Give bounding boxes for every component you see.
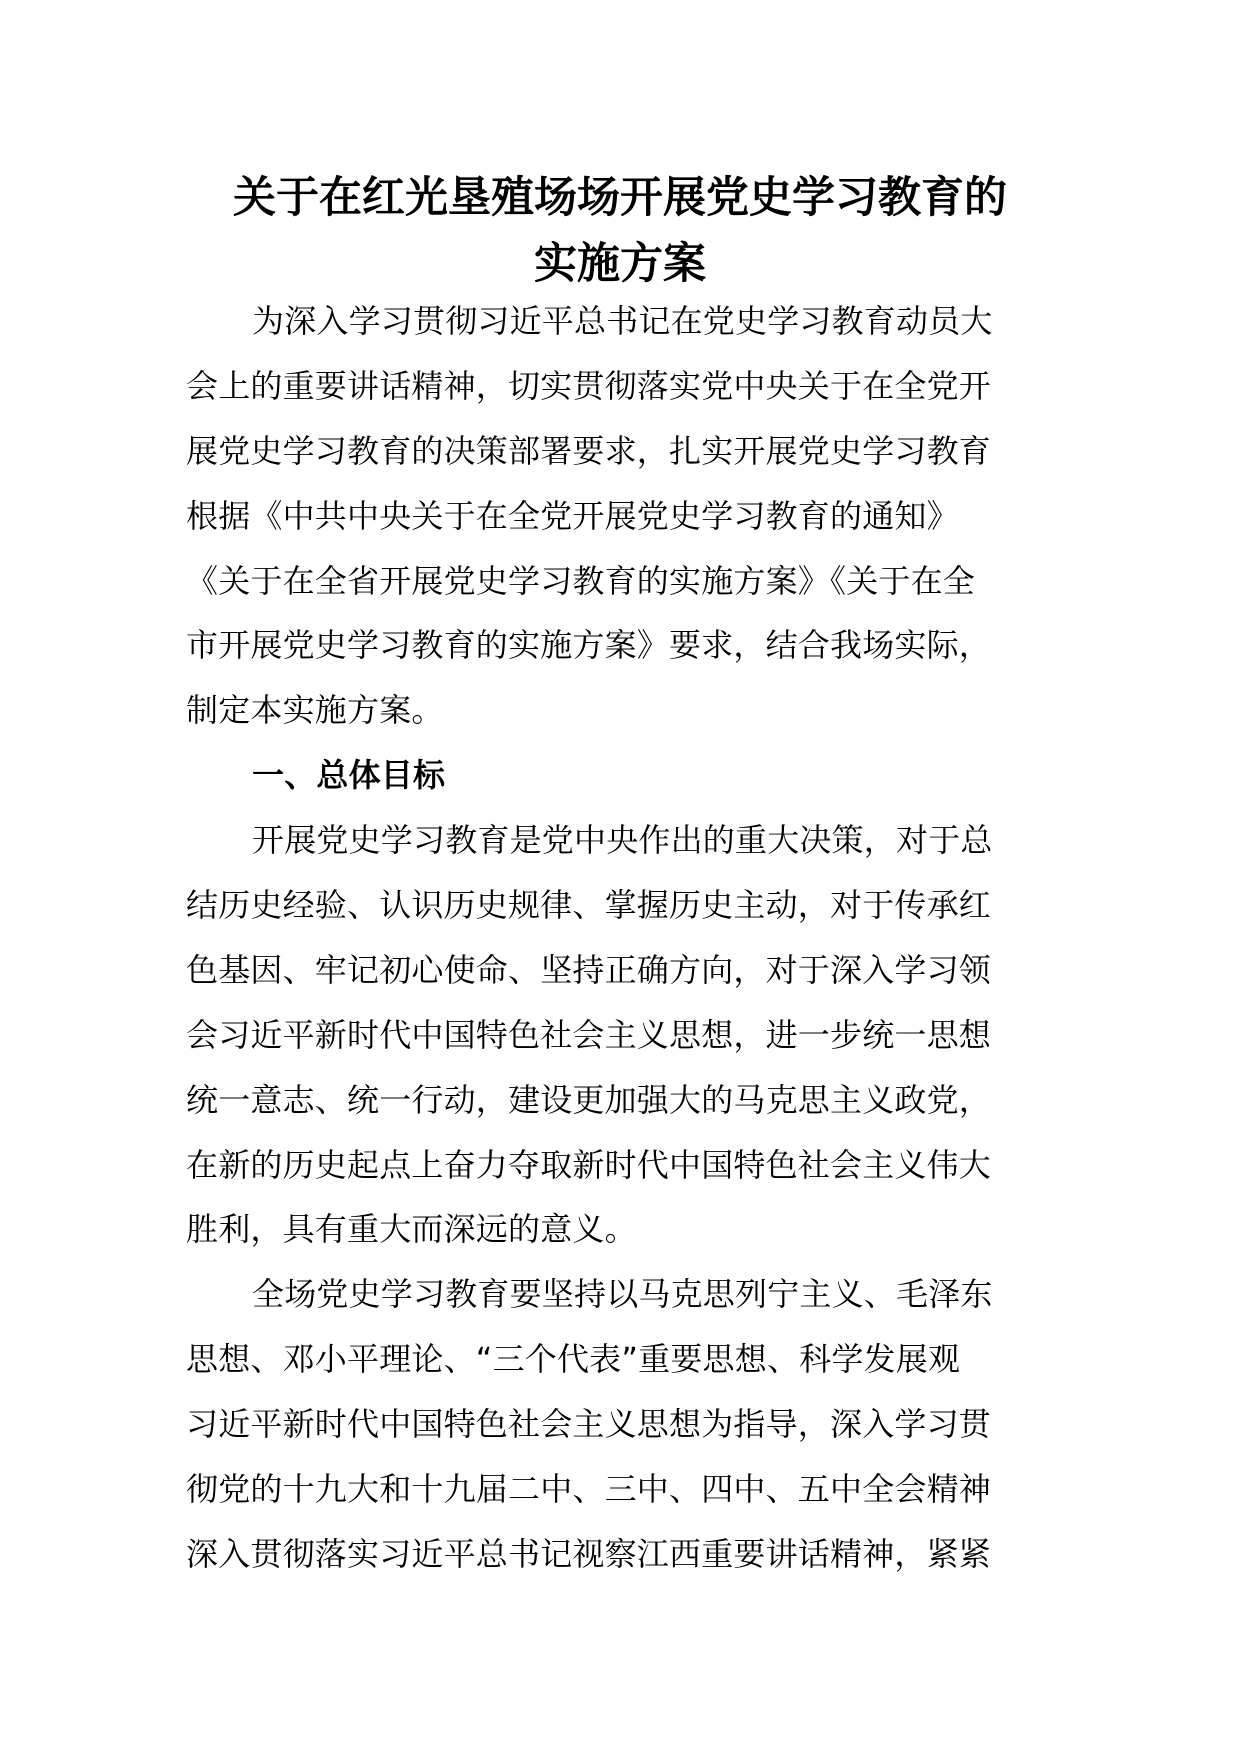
section-heading: 一、总体目标 (252, 756, 446, 795)
body-text-line: 深入贯彻落实习近平总书记视察江西重要讲话精神，紧紧 (186, 1534, 992, 1573)
body-text-line: 根据《中共中央关于在全党开展党史学习教育的通知》 (186, 496, 959, 535)
body-text-line: 会上的重要讲话精神，切实贯彻落实党中央关于在全党开 (186, 366, 992, 405)
body-text-line: 胜利，具有重大而深远的意义。 (186, 1210, 637, 1249)
body-text-line: 会习近平新时代中国特色社会主义思想，进一步统一思想 (186, 1015, 992, 1054)
body-text-line: 色基因、牢记初心使命、坚持正确方向，对于深入学习领 (186, 950, 992, 989)
body-text-line: 思想、邓小平理论、“三个代表”重要思想、科学发展观 (186, 1340, 961, 1379)
body-text-line: 为深入学习贯彻习近平总书记在党史学习教育动员大 (252, 302, 993, 340)
body-text-line: 《关于在全省开展党史学习教育的实施方案》《关于在全 (186, 561, 976, 600)
body-text-line: 制定本实施方案。 (186, 691, 444, 730)
body-text-line: 习近平新时代中国特色社会主义思想为指导，深入学习贯 (186, 1405, 992, 1444)
body-text-line: 结历史经验、认识历史规律、掌握历史主动，对于传承红 (186, 886, 992, 925)
body-text-line: 在新的历史起点上奋力夺取新时代中国特色社会主义伟大 (186, 1145, 992, 1184)
document-title-line-1: 关于在红光垦殖场场开展党史学习教育的 (233, 173, 1007, 223)
body-text-line: 开展党史学习教育是党中央作出的重大决策，对于总 (252, 821, 993, 860)
body-text-line: 统一意志、统一行动，建设更加强大的马克思主义政党， (186, 1080, 992, 1119)
body-text-line: 展党史学习教育的决策部署要求，扎实开展党史学习教育 (186, 431, 992, 470)
body-text-line: 市开展党史学习教育的实施方案》要求，结合我场实际， (186, 626, 992, 665)
document-body (186, 289, 1058, 1587)
document-title-line-2: 实施方案 (534, 239, 706, 289)
body-text-line: 全场党史学习教育要坚持以马克思列宁主义、毛泽东 (252, 1275, 993, 1314)
body-text-line: 彻党的十九大和十九届二中、三中、四中、五中全会精神 (186, 1470, 992, 1509)
